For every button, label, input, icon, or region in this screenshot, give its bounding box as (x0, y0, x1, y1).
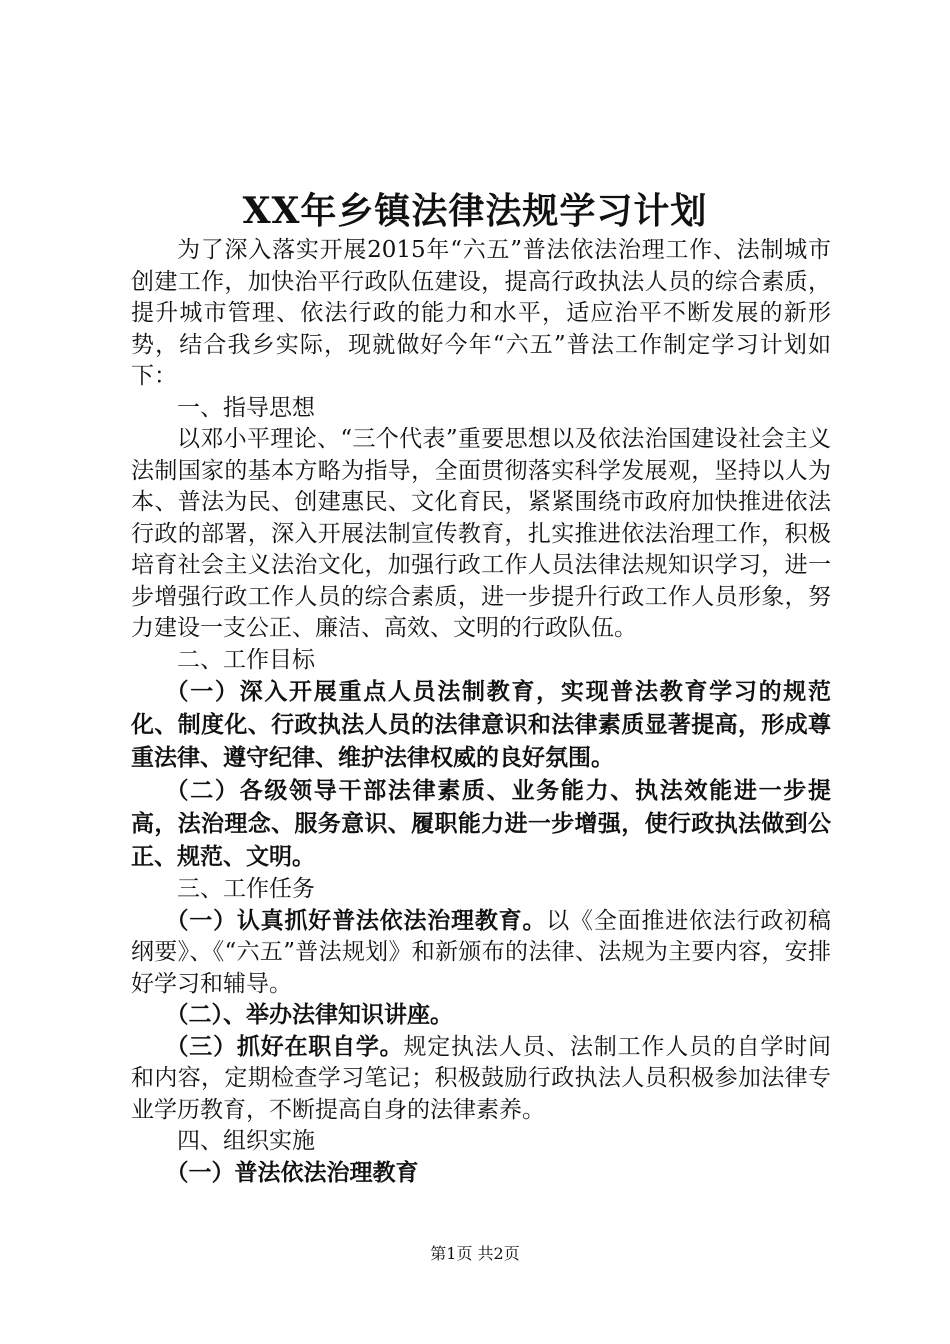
document-title: XX年乡镇法律法规学习计划 (242, 190, 708, 232)
work-task-item-1 (131, 906, 831, 1001)
work-task-item-2: （二）、举办法律知识讲座。 (165, 1002, 453, 1028)
work-goal-item-1: （一）深入开展重点人员法制教育，实现普法教育学习的规范化、制度化、行政执法人员的法律意识和法律素质显著提高，形成尊重法律、遵守纪律、维护法律权威的良好氛围。 (131, 679, 831, 771)
section-heading-guiding-ideology: 一、指导思想 (177, 394, 315, 421)
work-task-item-3 (131, 1032, 831, 1127)
organization-item-1: （一）普法依法治理教育 (165, 1159, 419, 1186)
section-heading-organization: 四、组织实施 (177, 1128, 315, 1154)
intro-paragraph: 为了深入落实开展2015年“六五”普法依法治理工作、法制城市创建工作，加快治平行政队伍建设，提高行政执法人员的综合素质，提升城市管理、依法行政的能力和水平，适应治平不断发展的新形势，结合我乡实际，现就做好今年“六五”普法工作制定学习计划如下： (131, 237, 831, 389)
work-task-item-3-body: 规定执法人员、法制工作人员的自学时间和内容，定期检查学习笔记；积极鼓励行政执法人员积极参加法律专业学历教育，不断提高自身的法律素养。 (131, 1033, 832, 1123)
work-task-item-3-lead: （三）抓好在职自学。 (165, 1033, 404, 1060)
page-number: 第1页 共2页 (430, 1244, 520, 1263)
work-goal-item-2: （二）各级领导干部法律素质、业务能力、执法效能进一步提高，法治理念、服务意识、履职能力进一步增强，使行政执法做到公正、规范、文明。 (131, 778, 831, 870)
section-heading-work-goals: 二、工作目标 (177, 646, 315, 673)
work-task-item-1-lead: （一）认真抓好普法依法治理教育。 (165, 907, 547, 934)
document-body (131, 235, 831, 1189)
work-task-item-1-body: 以《全面推进依法行政初稿纲要》、《“六五”普法规划》和新颁布的法律、法规为主要内容，安排好学习和辅导。 (131, 907, 832, 997)
guiding-ideology-paragraph: 以邓小平理论、“三个代表”重要思想以及依法治国建设社会主义法制国家的基本方略为指导，全面贯彻落实科学发展观，坚持以人为本、普法为民、创建惠民、文化育民，紧紧围绕市政府加快推进依法行政的部署，深入开展法制宣传教育，扎实推进依法治理工作，积极培育社会主义法治文化，加强行政工作人员法律法规知识学习，进一步增强行政工作人员的综合素质，进一步提升行政工作人员形象，努力建设一支公正、廉洁、高效、文明的行政队伍。 (131, 426, 831, 641)
section-heading-work-tasks: 三、工作任务 (177, 876, 315, 902)
